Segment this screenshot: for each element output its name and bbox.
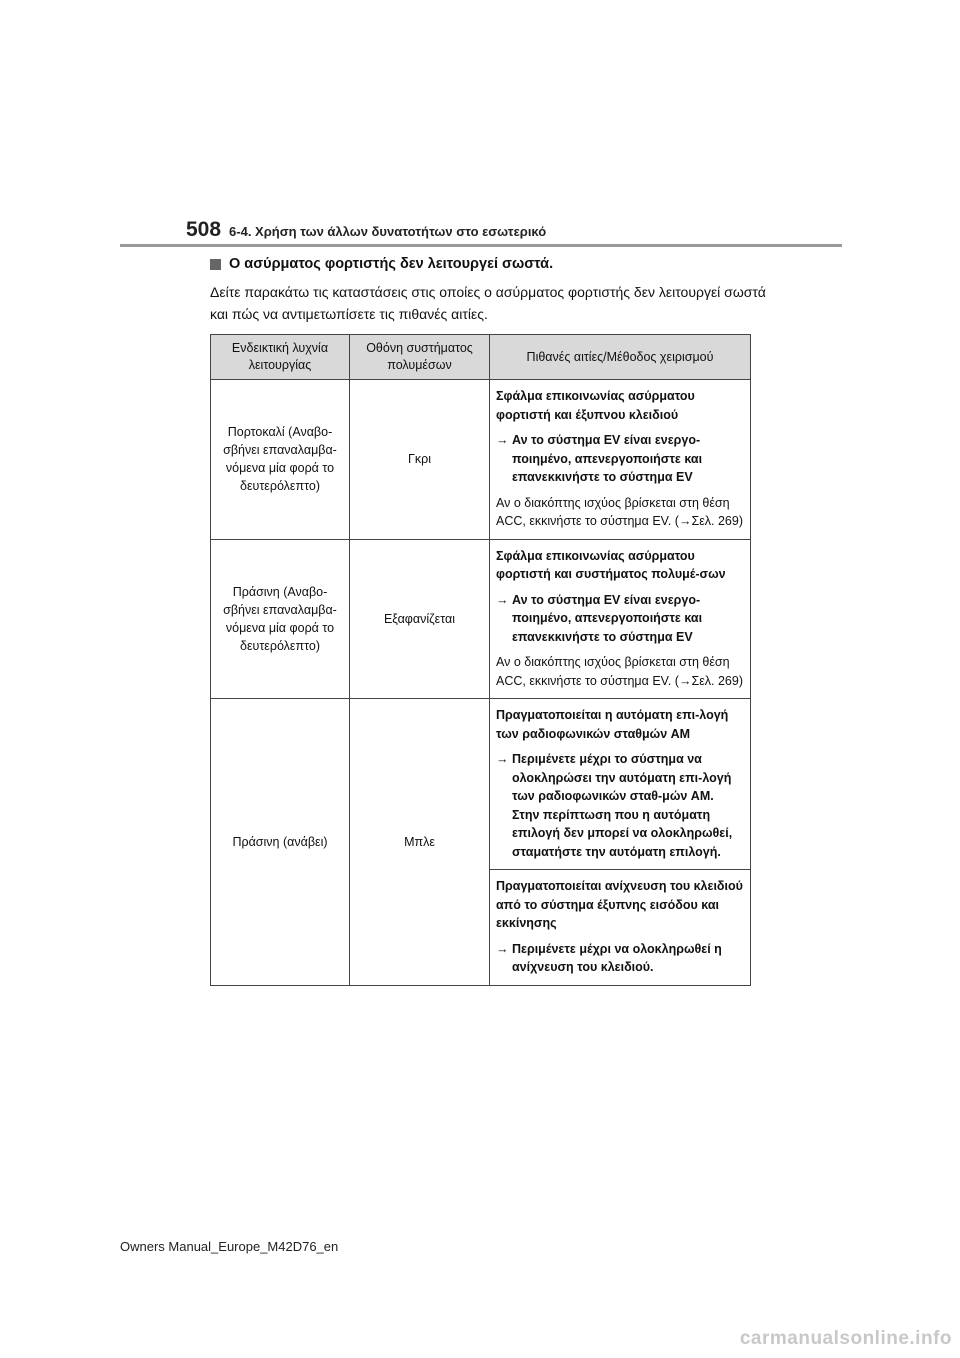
action-text: Αν το σύστημα EV είναι ενεργο-ποιημένο, απενεργοποιήστε και επανεκκινήστε το σύστημα EV [512, 433, 703, 484]
lamp-cell: Πράσινη (ανάβει) [211, 699, 350, 986]
cause-text: Σφάλμα επικοινωνίας ασύρματου φορτιστή και έξυπνου κλειδιού [496, 389, 695, 422]
page-number: 508 [186, 218, 222, 241]
cause-cell [490, 539, 751, 699]
note-text: Αν ο διακόπτης ισχύος βρίσκεται στη θέση ACC, εκκινήστε το σύστημα EV. (→Σελ. 269) [496, 495, 743, 528]
cause-cell [490, 870, 751, 986]
cause-text: Σφάλμα επικοινωνίας ασύρματου φορτιστή και συστήματος πολυμέ-σων [496, 548, 726, 581]
display-cell: Γκρι [350, 380, 490, 540]
footer-text: Owners Manual_Europe_M42D76_en [120, 1239, 339, 1254]
subheading-text: Ο ασύρματος φορτιστής δεν λειτουργεί σωστά. [229, 256, 554, 272]
subheading [210, 256, 553, 272]
display-cell: Μπλε [350, 699, 490, 986]
action-text: Περιμένετε μέχρι να ολοκληρωθεί η ανίχνευση του κλειδιού. [512, 941, 722, 974]
lamp-cell: Πορτοκαλί (Αναβο-σβήνει επαναλαμβα-νόμενα μία φορά το δευτερόλεπτο) [211, 380, 350, 540]
note-text: Αν ο διακόπτης ισχύος βρίσκεται στη θέση ACC, εκκινήστε το σύστημα EV. (→Σελ. 269) [496, 655, 743, 688]
table-header-row [211, 335, 751, 380]
cause-text: Πραγματοποιείται ανίχνευση του κλειδιού από το σύστημα έξυπνης εισόδου και εκκίνησης [496, 879, 743, 930]
action-item [496, 750, 744, 861]
header-display: Οθόνη συστήματος πολυμέσων [350, 335, 490, 380]
section-title: 6-4. Χρήση των άλλων δυνατοτήτων στο εσωτερικό [229, 224, 547, 239]
action-item [496, 940, 744, 977]
troubleshooting-table [210, 334, 751, 986]
square-bullet-icon [210, 259, 221, 270]
arrow-icon: → [496, 433, 509, 447]
lamp-cell: Πράσινη (Αναβο-σβήνει επαναλαμβα-νόμενα μία φορά το δευτερόλεπτο) [211, 539, 350, 699]
table-row [211, 539, 751, 699]
header-lamp: Ενδεικτική λυχνία λειτουργίας [211, 335, 350, 380]
action-text: Αν το σύστημα EV είναι ενεργο-ποιημένο, απενεργοποιήστε και επανεκκινήστε το σύστημα EV [512, 592, 703, 644]
cause-text: Πραγματοποιείται η αυτόματη επι-λογή των ραδιοφωνικών σταθμών AM [496, 708, 729, 741]
header-causes: Πιθανές αιτίες/Μέθοδος χειρισμού [490, 335, 751, 380]
header-divider [120, 244, 842, 247]
arrow-icon: → [496, 592, 509, 607]
cause-cell [490, 380, 751, 540]
page-header [186, 218, 546, 242]
arrow-icon: → [496, 941, 509, 956]
action-item [496, 431, 744, 487]
action-item [496, 591, 744, 647]
action-text: Περιμένετε μέχρι το σύστημα να ολοκληρώσει την αυτόματη επι-λογή των ραδιοφωνικών σταθ-μών AM. Στην περίπτωση που η αυτόματη επιλογή δεν μπορεί να ολοκληρωθεί, σταματήστε την αυτόματη επιλογή. [512, 752, 733, 859]
cause-cell [490, 699, 751, 870]
table-row [211, 699, 751, 870]
display-cell: Εξαφανίζεται [350, 539, 490, 699]
intro-paragraph: Δείτε παρακάτω τις καταστάσεις στις οποίες ο ασύρματος φορτιστής δεν λειτουργεί σωστά και πώς να αντιμετωπίσετε τις πιθανές αιτίες. [210, 284, 766, 322]
arrow-icon: → [496, 752, 509, 766]
table-row [211, 380, 751, 540]
watermark: carmanualsonline.info [739, 1328, 952, 1349]
